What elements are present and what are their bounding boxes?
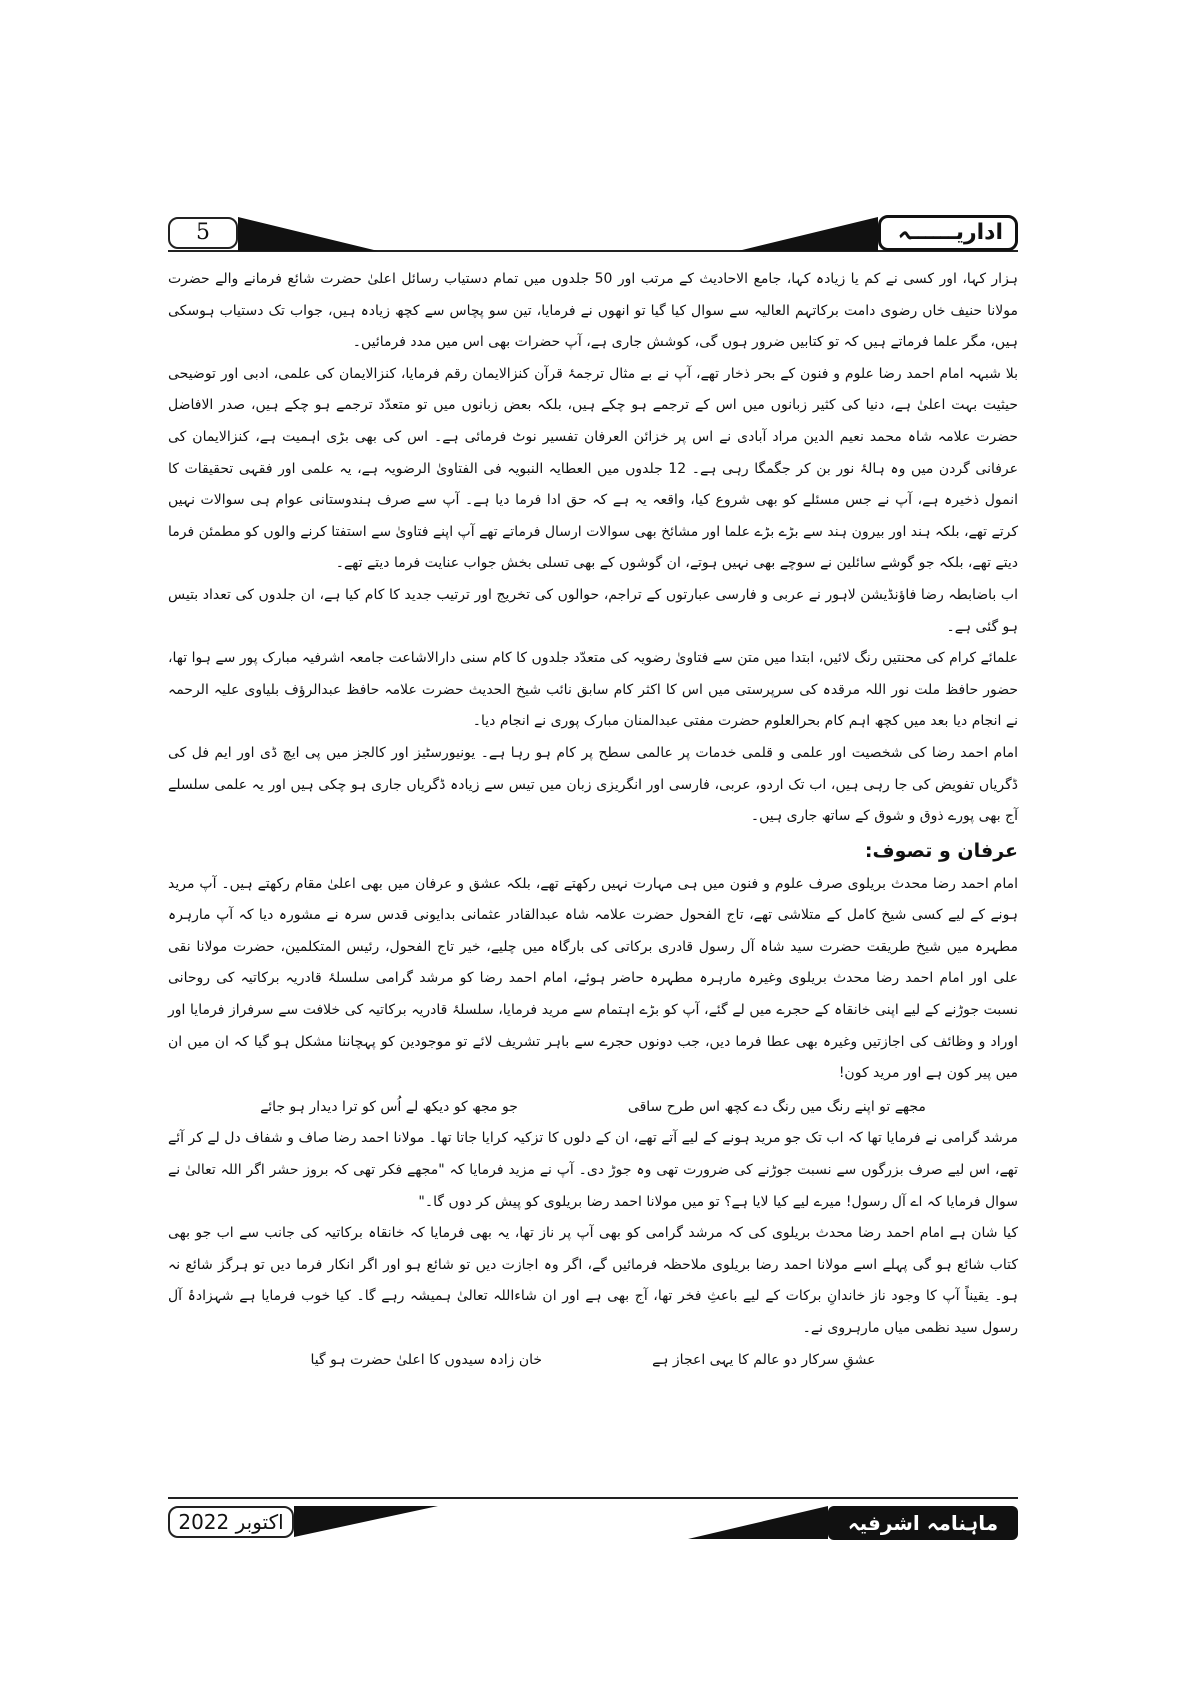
couplet-line: جو مجھ کو دیکھ لے اُس کو ترا دیدار ہو جائے [260,1098,518,1115]
paragraph: بلا شبہہ امام احمد رضا علوم و فنون کے بحر ذخار تھے، آپ نے بے مثال ترجمۂ قرآن کنزالایمان رقم فرمایا، کنزالایمان کی علمی، ادبی اور توضیحی حیثیت بہت اعلیٰ ہے، دنیا کی کثیر زبانوں میں اس کے ترجمے ہو چکے ہیں، بلکہ بعض زبانوں میں تو متعدّد ترجمے ہو چکے ہیں، صدر الافاضل حضرت علامہ شاہ محمد نعیم الدین مراد آبادی نے اس پر خزائن العرفان تفسیر نوٹ فرمائی ہے۔ اس کی بھی بڑی اہمیت ہے، کنزالایمان کی عرفانی گردن میں وہ ہالۂ نور بن کر جگمگا رہی ہے۔ 12 جلدوں میں العطایہ النبویہ فی الفتاویٰ الرضویہ ہے، یہ علمی اور فقہی تحقیقات کا انمول ذخیرہ ہے، آپ نے جس مسئلے کو بھی شروع کیا، واقعہ یہ ہے کہ حق ادا فرما دیا ہے۔ آپ سے صرف ہندوستانی عوام ہی سوالات نہیں کرتے تھے، بلکہ ہند اور بیرون ہند سے بڑے بڑے علما اور مشائخ بھی سوالات ارسال فرماتے تھے آپ اپنے فتاویٰ سے استفتا کرنے والوں کو مطمئن فرما دیتے تھے، بلکہ جو گوشے سائلین نے سوچے بھی نہیں ہوتے، ان گوشوں کے بھی تسلی بخش جواب عنایت فرما دیتے تھے۔ [168,365,1018,572]
paragraph: امام احمد رضا کی شخصیت اور علمی و قلمی خدمات پر عالمی سطح پر کام ہو رہا ہے۔ یونیورسٹیز اور کالجز میں پی ایچ ڈی اور ایم فل کی ڈگریاں تفویض کی جا رہی ہیں، اب تک اردو، عربی، فارسی اور انگریزی زبان میں تیس سے زیادہ ڈگریاں جاری ہو چکی ہیں اور یہ علمی سلسلے آج بھی پورے ذوق و شوق کے ساتھ جاری ہیں۔ [168,744,1018,825]
paragraph: اب باضابطہ رضا فاؤنڈیشن لاہور نے عربی و فارسی عبارتوں کے تراجم، حوالوں کی تخریج اور ترتیب جدید کا کام کیا ہے، ان جلدوں کی تعداد بتیس ہو گئی ہے۔ [168,586,1018,635]
issue-date: اکتوبر 2022 [168,1506,294,1538]
couplet [168,1345,1018,1377]
paragraph: مرشد گرامی نے فرمایا تھا کہ اب تک جو مرید ہونے کے لیے آتے تھے، ان کے دلوں کا تزکیہ کرایا جاتا تھا۔ مولانا احمد رضا صاف و شفاف دل لے کر آئے تھے، اس لیے صرف بزرگوں سے نسبت جوڑنے کی ضرورت تھی وہ جوڑ دی۔ آپ نے مزید فرمایا کہ "مجھے فکر تھی کہ بروز حشر اگر اللہ تعالیٰ نے سوال فرمایا کہ اے آل رسول! میرے لیے کیا لایا ہے؟ تو میں مولانا احمد رضا بریلوی کو پیش کر دوں گا۔" [168,1130,1018,1210]
section-heading: عرفان و تصوف: [864,839,1018,862]
paragraph: امام احمد رضا محدث بریلوی صرف علوم و فنون میں ہی مہارت نہیں رکھتے تھے، بلکہ عشق و عرفان میں بھی اعلیٰ مقام رکھتے ہیں۔ آپ مرید ہونے کے لیے کسی شیخ کامل کے متلاشی تھے، تاج الفحول حضرت علامہ شاہ عبدالقادر عثمانی بدایونی قدس سرہ نے مشورہ دیا کہ آپ مارہرہ مطہرہ میں شیخ طریقت حضرت سید شاہ آل رسول قادری برکاتی کی بارگاہ میں چلیے، خیر تاج الفحول، رئیس المتکلمین، حضرت مولانا نقی علی اور امام احمد رضا محدث بریلوی وغیرہ مارہرہ مطہرہ حاضر ہوئے، امام احمد رضا کو مرشد گرامی سلسلۂ قادریہ برکاتیہ کی روحانی نسبت جوڑنے کے لیے اپنی خانقاہ کے حجرے میں لے گئے، آپ کو بڑے اہتمام سے مرید فرمایا، سلسلۂ قادریہ برکاتیہ کی خلافت سے سرفراز فرمایا اور اوراد و وظائف کی اجازتیں وغیرہ بھی عطا فرما دیں، جب دونوں حجرے سے باہر تشریف لائے تو موجودین کو پہچاننا مشکل ہو گیا کہ ان میں ان میں پیر کون ہے اور مرید کون! [168,875,1018,1082]
couplet-line: عشقِ سرکار دو عالم کا یہی اعجاز ہے [652,1351,876,1368]
article-body [168,264,1018,1376]
couplet-line: خان زادہ سیدوں کا اعلیٰ حضرت ہو گیا [310,1351,543,1368]
paragraph: کیا شان ہے امام احمد رضا محدث بریلوی کی کہ مرشد گرامی کو بھی آپ پر ناز تھا، یہ بھی فرمایا کہ خانقاہ برکاتیہ کی جانب سے اب جو بھی کتاب شائع ہو گی پہلے اسے مولانا احمد رضا بریلوی ملاحظہ فرمائیں گے، اگر وہ اجازت دیں تو شائع ہو اور اگر انکار فرما دیں تو ہرگز شائع نہ ہو۔ یقیناً آپ کا وجود ناز خاندانِ برکات کے لیے باعثِ فخر تھا، آج بھی ہے اور ان شاءاللہ تعالیٰ ہمیشہ رہے گا۔ کیا خوب فرمایا ہے شہزادۂ آل رسول سید نظمی میاں مارہروی نے۔ [168,1225,1018,1336]
section-title: اداریــــــہ [878,215,1018,251]
paragraph: ہزار کہا، اور کسی نے کم یا زیادہ کہا، جامع الاحادیث کے مرتب اور 50 جلدوں میں تمام دستیاب رسائل اعلیٰ حضرت شائع فرمانے والے حضرت مولانا حنیف خاں رضوی دامت برکاتہم العالیہ سے سوال کیا گیا تو انھوں نے فرمایا، تین سو پچاس سے کچھ زیادہ ہیں، جواب تک دستیاب ہوسکی ہیں، مگر علما فرماتے ہیں کہ تو کتابیں ضرور ہوں گی، کوشش جاری ہے، آپ حضرات بھی اس میں مدد فرمائیں۔ [168,271,1018,351]
page-header [168,213,1018,253]
page-footer [168,1497,1018,1543]
paragraph: علمائے کرام کی محنتیں رنگ لائیں، ابتدا میں متن سے فتاویٰ رضویہ کی متعدّد جلدوں کا کام سنی دارالاشاعت جامعہ اشرفیہ مبارک پور سے ہوا تھا، حضور حافظ ملت نور اللہ مرقدہ کی سرپرستی میں اس کا اکثر کام سابق نائب شیخ الحدیث حضرت علامہ حافظ عبدالرؤف بلیاوی علیہ الرحمہ نے انجام دیا بعد میں کچھ اہم کام بحرالعلوم حضرت مفتی عبدالمنان مبارک پوری نے انجام دیا۔ [168,650,1018,730]
couplet-line: مجھے تو اپنے رنگ میں رنگ دے کچھ اس طرح ساقی [627,1098,926,1115]
page-number: 5 [168,217,238,249]
couplet [168,1092,1018,1124]
magazine-name: ماہنامہ اشرفیہ [828,1506,1018,1540]
